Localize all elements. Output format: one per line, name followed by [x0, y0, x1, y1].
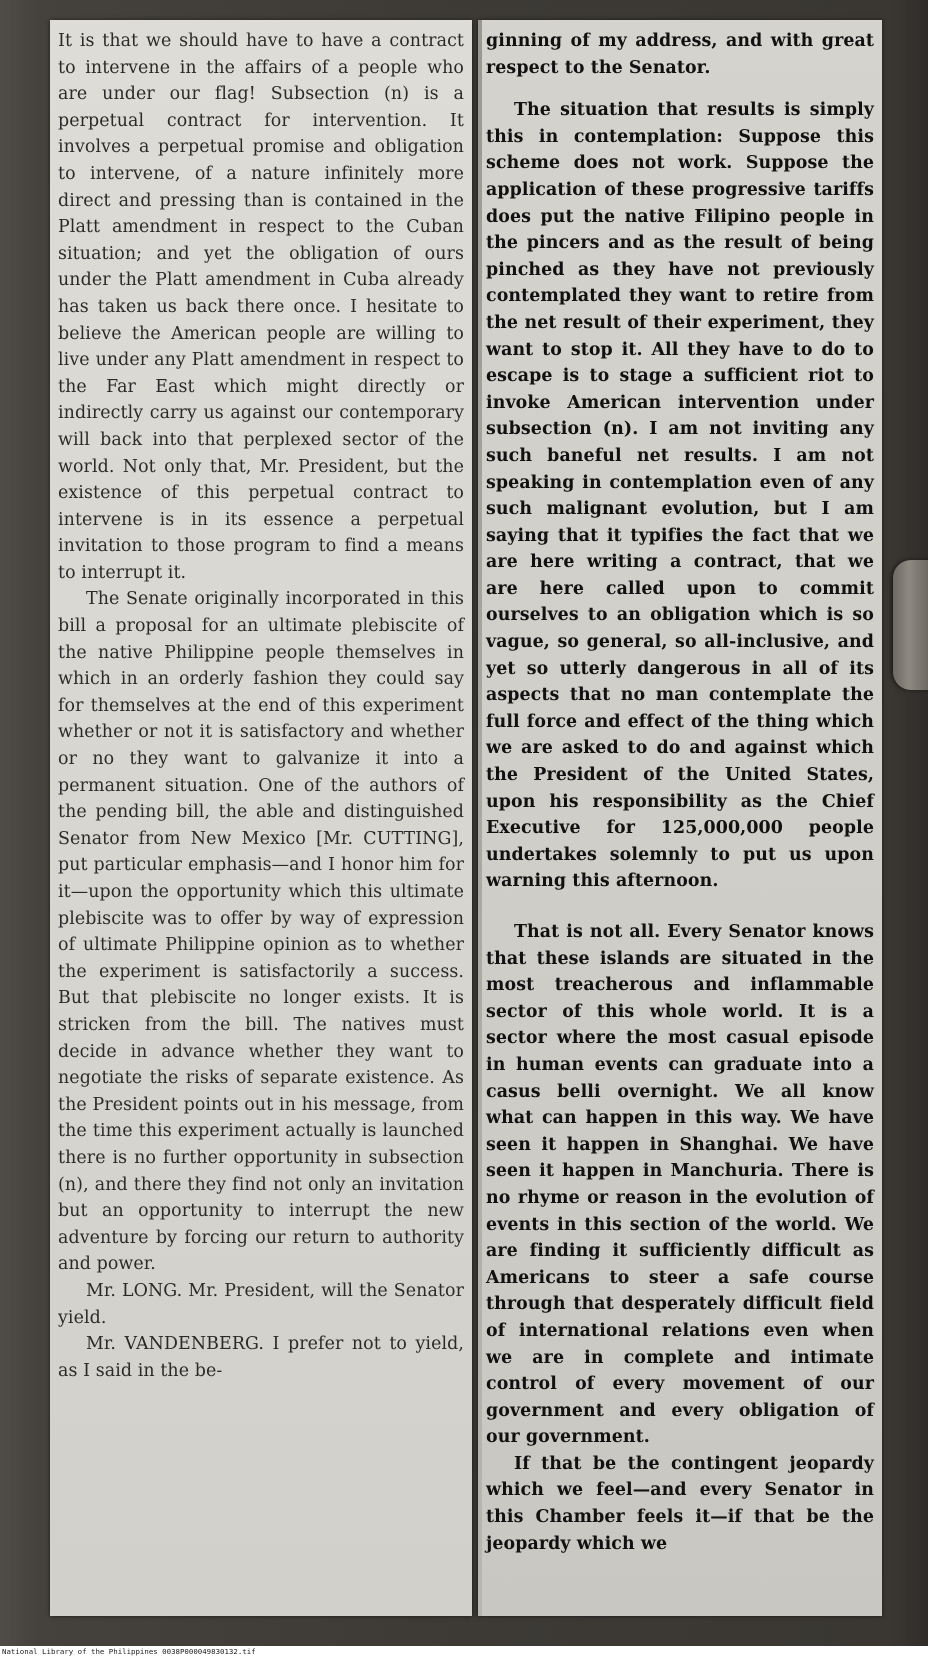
left-paragraph-1: It is that we should have to have a contract to intervene in the affairs of a people who are under our flag! Subsection (n) is a perpetual contract for intervention. It involves a perpetual promise and obligation to intervene, of a nature infinitely more direct and pressing than is contained in the Platt amendment in respect to the Cuban situation; and yet the obligation of ours under the Platt amendment in Cuba already has taken us back there once. I hesitate to believe the American people are willing to live under any Platt amendment in respect to the Far East which might directly or indirectly carry us against our contemporary will back into that perplexed sector of the world. Not only that, Mr. President, but the existence of this perpetual contract to intervene is in its essence a perpetual invitation to those program to find a means to interrupt it. [58, 31, 464, 583]
newspaper-clipping-right [478, 20, 882, 1616]
right-paragraph-3: That is not all. Every Senator knows that these islands are situated in the most treacherous and inflammable sector of this whole world. It is a sector where the most casual episode in human events can graduate into a casus belli overnight. We all know what can happen in this way. We have seen it happen in Shanghai. We have seen it happen in Manchuria. There is no rhyme or reason in the evolution of events in this section of the world. We are finding it sufficiently difficult as Americans to steer a safe course through that desperately difficult field of international relations even when we are in complete and intimate control of every movement of our government and every obligation of our government. [486, 922, 874, 1448]
right-paragraph-2: The situation that results is simply this in contemplation: Suppose this scheme does not work. Suppose the application of these progressive tariffs does put the native Filipino people in the pincers and as the result of being pinched as they have not previously contemplated they want to retire from the net result of their experiment, they want to stop it. All they have to do to escape is to stage a sufficient riot to invoke American intervention under subsection (n). I am not inviting any such baneful net results. I am not speaking in contemplation even of any such malignant evolution, but I am saying that it typifies the fact that we are here writing a contract, that we are here called upon to commit ourselves to an obligation which is so vague, so general, so all-inclusive, and yet so utterly dangerous in all of its aspects that no man contemplate the full force and effect of the thing which we are asked to do and against which the President of the United States, upon his responsibility as the Chief Executive for 125,000,000 people undertakes solemnly to put us upon warning this afternoon. [486, 100, 874, 892]
right-paragraph-4: If that be the contingent jeopardy which we feel—and every Senator in this Chamber feels it—if that be the jeopardy which we [486, 1453, 874, 1554]
right-text-column [478, 20, 882, 1557]
left-paragraph-3: Mr. LONG. Mr. President, will the Senator yield. [58, 1280, 464, 1328]
left-paragraph-4: Mr. VANDENBERG. I prefer not to yield, as I said in the be- [58, 1334, 464, 1381]
binder-clip [893, 560, 928, 690]
left-paragraph-2: The Senate originally incorporated in this bill a proposal for an ultimate plebiscite of the native Philippine people themselves in which in an orderly fashion they could say for themselves at the end of this experiment whether or not it is satisfactory and whether or no they want to galvanize it into a permanent situation. One of the authors of the pending bill, the able and distinguished Senator from New Mexico [Mr. CUTTING], put particular emphasis—and I honor him for it—upon the opportunity which this ultimate plebiscite was to offer by way of expression of ultimate Philippine opinion as to whether the experiment is satisfactorily a success. But that plebiscite no longer exists. It is stricken from the bill. The natives must decide in advance whether they want to negotiate the risks of separate existence. As the President points out in his message, from the time this experiment actually is launched there is no further opportunity in subsection (n), and there they find not only an invitation but an opportunity to interrupt the new adventure by forcing our return to authority and power. [58, 589, 464, 1275]
clipping-edge [478, 20, 482, 1616]
left-text-column [50, 20, 472, 1384]
newspaper-clipping-left [50, 20, 472, 1616]
footer-caption: National Library of the Philippines 0038P000049830132.tif [2, 1647, 256, 1656]
right-paragraph-1: ginning of my address, and with great respect to the Senator. [486, 31, 874, 78]
